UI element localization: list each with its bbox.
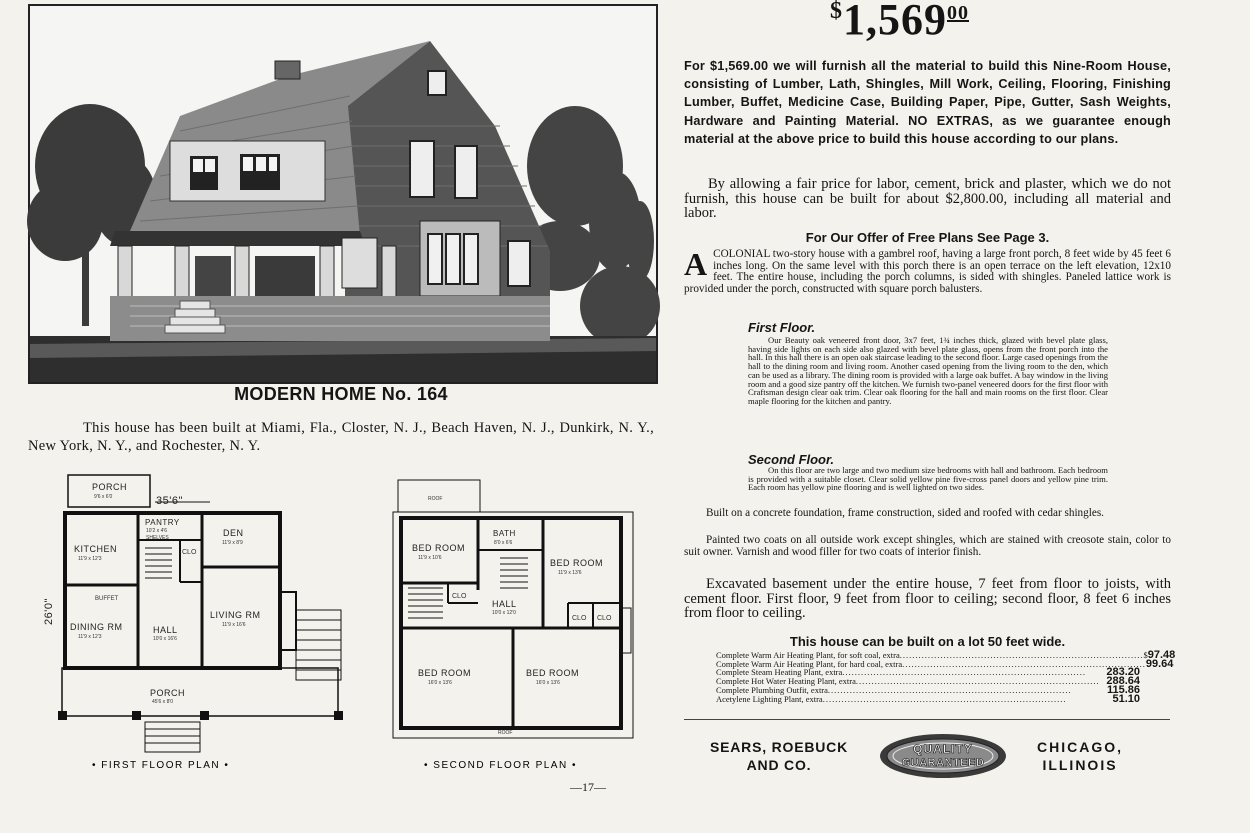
second-plan-bath: BATH [493, 529, 516, 538]
second-plan-roof: ROOF [428, 496, 443, 502]
free-plans-heading: For Our Offer of Free Plans See Page 3. [805, 230, 1050, 245]
allowing-paragraph: By allowing a fair price for labor, cement, brick and plaster, which we do not furnish, this house can be built for about $2,800.00, including all material and labor. [684, 176, 1171, 221]
home-title: MODERN HOME No. 164 [234, 384, 448, 404]
first-plan-porch-dim: 45'6 x 8'0 [152, 699, 174, 705]
second-plan-bath-dim: 8'0 x 6'6 [494, 540, 513, 546]
construction-paragraph: Built on a concrete foundation, frame construction, sided and roofed with cedar shingles. [706, 507, 1104, 519]
lot-width-heading: This house can be built on a lot 50 feet wide. [789, 634, 1066, 649]
second-plan-hall-dim: 10'0 x 12'0 [492, 610, 516, 616]
divider [684, 719, 1170, 720]
second-floor-text: On this floor are two large and two medium size bedrooms with hall and bathroom. Each bedroom is provided with a suitable closet. Clear solid yellow pine five-cross panel doors and yellow pine trim. Each room has yellow pine flooring and is well lighted on two sides. [748, 465, 1108, 493]
first-plan-kitchen-dim: 11'9 x 12'3 [78, 556, 102, 562]
colonial-text: COLONIAL two-story house with a gambrel roof, having a large front porch, 8 feet wide by 45 feet 6 inches long. On the same level with this porch there is an open terrace on the left elevation, 12x10 feet. The entire house, including the porch columns, is sided with shingles. Paneled lattice work is provided under the porch, constructed with square porch balusters. [684, 248, 1171, 295]
first-plan-shelves: SHELVES [146, 535, 169, 541]
first-plan-living-dim: 11'9 x 16'6 [222, 622, 246, 628]
second-floor-heading: Second Floor. [748, 452, 834, 467]
dot-leader: .............................................................................. [822, 693, 1067, 704]
quality-guaranteed-seal [878, 732, 1008, 780]
first-plan-den-dim: 11'9 x 8'9 [222, 540, 243, 546]
second-plan-clo: CLO [452, 593, 467, 600]
house-illustration [28, 4, 658, 384]
intro-paragraph: For $1,569.00 we will furnish all the material to build this Nine-Room House, consisting of Lumber, Lath, Shingles, Mill Work, Ceiling, Flooring, Finishing Lumber, Buffet, Medicine Case, Building Paper, Pipe, Gutter, Sash Weights, Hardware and Painting Material. NO EXTRAS, as we guarantee enough material at the above price to build this house according to our plans. [684, 59, 1171, 146]
second-plan-bed3: BED ROOM [418, 668, 472, 678]
first-plan-living: LIVING RM [210, 610, 261, 620]
extras-amount: 97.48 [1147, 649, 1176, 661]
second-plan-bed3-dim: 16'0 x 13'6 [428, 680, 452, 686]
first-plan-width: 35'6" [156, 495, 183, 507]
first-plan-hall-dim: 10'0 x 16'6 [153, 636, 177, 642]
second-plan-bed2-dim: 11'9 x 13'6 [558, 570, 582, 576]
basement-paragraph: Excavated basement under the entire house, 7 feet from floor to joists, with cement floor. First floor, 9 feet from floor to ceiling; second floor, 8 feet 6 inches from floor to ceiling. [684, 576, 1171, 621]
second-plan-caption: • SECOND FLOOR PLAN • [424, 760, 577, 771]
seal-bottom-text: GUARANTEED [901, 757, 985, 769]
dot-leader: .............................................................................. [842, 667, 1087, 678]
extras-currency: $ [1143, 650, 1148, 660]
price-dollar: $ [830, 0, 843, 24]
sears-line-1: SEARS, ROEBUCK [710, 739, 848, 755]
first-plan-hall: HALL [153, 625, 178, 635]
extras-amount: 51.10 [1112, 692, 1140, 705]
price-main: 1,569 [843, 0, 947, 44]
city-name [1016, 738, 1144, 774]
seal-top-text: QUALITY [913, 742, 973, 756]
extras-label: Complete Warm Air Heating Plant, for soft coal, extra [716, 650, 900, 660]
dot-leader: .............................................................................. [899, 650, 1144, 660]
first-plan-den: DEN [223, 528, 244, 538]
extras-label: Complete Steam Heating Plant, extra [716, 667, 843, 678]
city-line-2: ILLINOIS [1042, 757, 1118, 773]
second-floor-plan [388, 478, 648, 778]
city-line-1: CHICAGO, [1037, 739, 1123, 755]
dot-leader: .............................................................................. [855, 676, 1100, 687]
price-cents: 00 [947, 2, 969, 24]
dot-leader: .............................................................................. [902, 658, 1146, 669]
first-plan-porch-top: PORCH [92, 482, 128, 492]
extras-amount: 288.64 [1106, 675, 1140, 688]
painting-paragraph: Painted two coats on all outside work except shingles, which are stained with creosote stain, color to suit owner. Varnish and wood filler for two coats of interior finish. [684, 534, 1171, 558]
second-plan-roof-bottom: ROOF [498, 730, 513, 736]
first-plan-pantry-dim: 10'2 x 4'6 [146, 528, 168, 534]
first-plan-dining: DINING RM [70, 622, 123, 632]
first-plan-porch-top-dim: 9'6 x 6'0 [94, 494, 113, 500]
first-plan-porch: PORCH [150, 688, 186, 698]
second-plan-bed1-dim: 11'9 x 10'6 [418, 555, 442, 561]
first-plan-buffet: BUFFET [95, 596, 119, 602]
second-plan-hall: HALL [492, 599, 517, 609]
extras-amount: 283.20 [1106, 666, 1140, 679]
extras-label: Complete Warm Air Heating Plant, for hard coal, extra [716, 658, 903, 669]
second-plan-bed4: BED ROOM [526, 668, 580, 678]
sears-line-2: AND CO. [746, 757, 812, 773]
first-floor-text: Our Beauty oak veneered front door, 3x7 feet, 1¾ inches thick, glazed with bevel plate glass, having side lights on each side also glazed with bevel plate glass, opens from the front porch into the hall. In this hall there is an open oak staircase leading to the second floor. Large cased openings from the hall to the dining room and living room. Another cased opening from the living room to the den, which can be used as a library. The dining room is provided with a large oak buffet. A bay window in the living room and a good size pantry off the kitchen. We furnish two-panel veneered doors for the first floor with Craftsman design clear oak trim. Clear oak flooring for the hall and main rooms on the first floor. Clear maple flooring for the kitchen and pantry. [748, 335, 1108, 406]
first-plan-caption: • FIRST FLOOR PLAN • [92, 760, 230, 771]
extras-label: Complete Hot Water Heating Plant, extra [716, 676, 856, 687]
extras-label: Complete Plumbing Outfit, extra [716, 684, 828, 695]
first-plan-kitchen: KITCHEN [74, 544, 118, 554]
extras-label: Acetylene Lighting Plant, extra [716, 693, 823, 704]
colonial-paragraph [684, 246, 1171, 295]
drop-cap: A [684, 246, 708, 282]
second-plan-bed2: BED ROOM [550, 558, 604, 568]
first-plan-depth: 26'0" [43, 598, 55, 625]
extras-row [716, 692, 1140, 705]
extras-price-list [716, 649, 1176, 705]
sears-roebuck-name [690, 738, 868, 774]
page-number: —17— [570, 780, 606, 794]
extras-amount: 99.64 [1145, 657, 1174, 670]
second-plan-bed1: BED ROOM [412, 543, 466, 553]
first-floor-heading: First Floor. [748, 320, 816, 335]
second-plan-clo-2: CLO [572, 615, 587, 622]
first-plan-clo: CLO [182, 549, 197, 556]
dot-leader: .............................................................................. [827, 684, 1072, 695]
built-at-text: This house has been built at Miami, Fla., Closter, N. J., Beach Haven, N. J., Dunkirk, N. Y., New York, N. Y., and Rochester, N. Y. [28, 420, 654, 454]
second-plan-bed4-dim: 16'0 x 13'6 [536, 680, 560, 686]
first-plan-dining-dim: 11'9 x 12'3 [78, 634, 102, 640]
price [830, 0, 969, 45]
first-floor-plan [40, 470, 360, 780]
extras-amount: 115.86 [1106, 683, 1140, 696]
second-plan-clo-3: CLO [597, 615, 612, 622]
first-plan-pantry: PANTRY [145, 518, 180, 527]
